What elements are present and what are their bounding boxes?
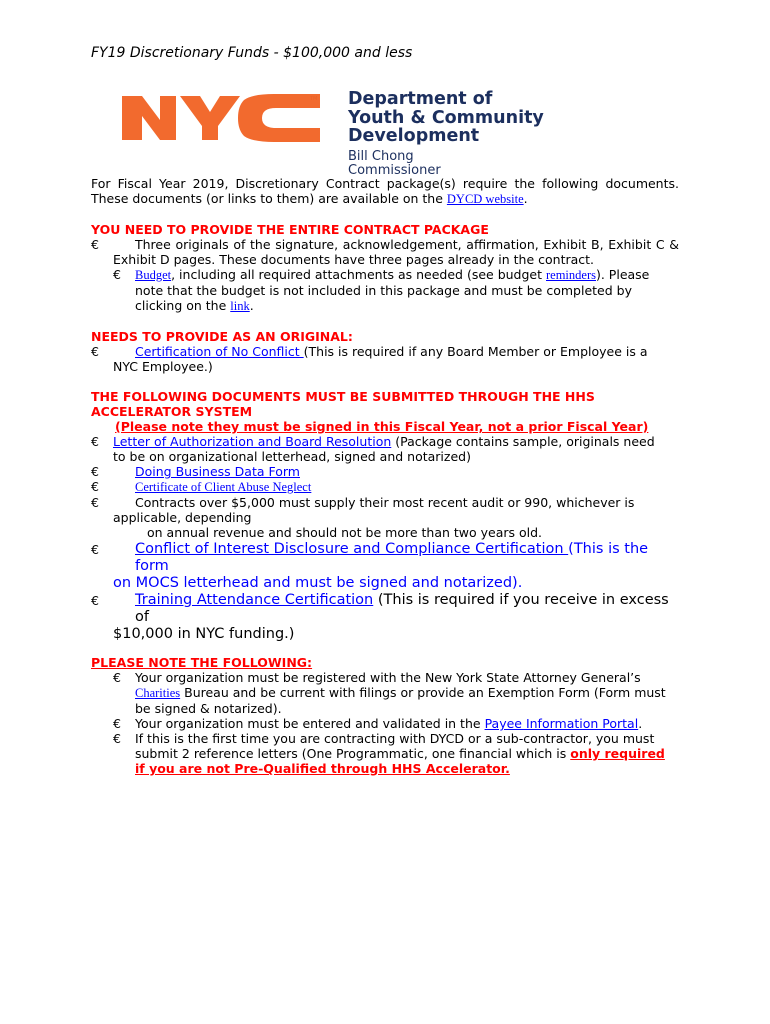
list-item-text-part: ). Please [595,267,650,282]
dycd-logo [122,90,592,180]
document-body [91,176,679,776]
department-name-line: Youth & Community [348,107,544,128]
list-item-text [135,267,679,283]
bullet-symbol: € [113,670,121,685]
charities-bureau-link[interactable]: Charities [135,686,181,700]
list-item-text: on MOCS letterhead and must be signed and notarized). [113,575,523,591]
list-item [91,464,679,479]
intro-line: For Fiscal Year 2019, Discretionary Contract package(s) require the following documents. [91,176,679,191]
section-note: (Please note they must be signed in this Fiscal Year, not a prior Fiscal Year) [115,419,649,434]
bullet-symbol: € [113,731,121,746]
letter-of-authorization-link[interactable]: Letter of Authorization and Board Resolution [113,434,392,449]
list-item [91,731,679,776]
list-item-text [113,434,679,449]
intro-text: These documents (or links to them) are available on the [91,191,447,206]
training-attendance-link[interactable]: Training Attendance Certification [135,592,374,608]
list-item-text-part: . [249,298,254,313]
client-abuse-neglect-link[interactable]: Certificate of Client Abuse Neglect [135,480,312,494]
list-item-text: $10,000 in NYC funding.) [113,626,295,642]
bullet-symbol: € [91,464,99,479]
list-item-text-part: (This is required if any Board Member or Employee is a [303,344,648,359]
bullet-symbol: € [91,237,99,252]
list-item-text-part: , including all required attachments as needed (see budget [171,267,546,282]
list-item [91,592,679,643]
certification-no-conflict-link[interactable]: Certification of No Conflict [135,344,304,359]
list-item-text: Contracts over $5,000 must supply their most recent audit or 990, whichever is [135,495,635,510]
list-item-text-part: . [638,716,643,731]
budget-page-link[interactable]: link [230,299,250,313]
list-item-text [113,344,679,359]
commissioner-block [348,150,441,178]
sub-list-item [91,267,679,314]
department-name [348,90,544,146]
list-item [91,479,679,495]
list-item-text: note that the budget is not included in this package and must be completed by [135,283,632,298]
emphasis-text: if you are not Pre-Qualified through HHS Accelerator. [135,761,510,776]
department-name-line: Development [348,126,480,146]
intro-line [91,191,679,207]
list-item-text [135,716,679,731]
list-item-text-part: (This is the form [135,541,649,574]
budget-link[interactable]: Budget [135,268,172,282]
payee-information-portal-link[interactable]: Payee Information Portal [484,716,639,731]
list-item [91,670,679,716]
trademark-mark: TM [310,96,318,102]
list-item [91,344,679,374]
list-item-text [135,685,679,701]
list-item-text-part: (This is required if you receive in excess of [135,592,669,625]
dycd-website-link[interactable]: DYCD website [446,192,524,206]
bullet-symbol: € [113,267,121,282]
list-item-text [135,746,679,761]
list-item [91,237,679,267]
conflict-of-interest-link[interactable]: Conflict of Interest Disclosure and Compliance Certification [135,541,569,557]
list-item-text [113,592,679,626]
budget-reminders-link[interactable]: reminders [546,268,596,282]
list-item-text: applicable, depending [113,510,252,525]
bullet-symbol: € [91,495,99,510]
list-item-text [113,479,679,495]
list-item [91,716,679,731]
list-item-text-part: Your organization must be entered and validated in the [135,716,485,731]
list-item-text: Exhibit D pages. These documents have three pages already in the contract. [113,252,595,267]
doing-business-data-form-link[interactable]: Doing Business Data Form [135,464,300,479]
list-item-text: NYC Employee.) [113,359,213,374]
intro-text: . [523,191,528,206]
section-heading: THE FOLLOWING DOCUMENTS MUST BE SUBMITTED THROUGH THE HHS [91,389,595,404]
bullet-symbol: € [91,479,99,494]
list-item-text: on annual revenue and should not be more than two years old. [147,525,543,540]
bullet-symbol: € [91,593,99,608]
list-item-text: If this is the first time you are contracting with DYCD or a sub-contractor, you must [135,731,655,746]
list-item [91,495,679,540]
list-item [91,541,679,592]
list-item-text: Your organization must be registered with the New York State Attorney General’s [135,670,641,685]
department-name-line: Department of [348,89,493,109]
page-header-title: FY19 Discretionary Funds - $100,000 and less [91,45,413,61]
bullet-symbol: € [113,716,121,731]
list-item-text [135,298,679,314]
section-heading: ACCELERATOR SYSTEM [91,404,253,419]
commissioner-title: Commissioner [348,163,441,178]
list-item-text-part: (Package contains sample, originals need [391,434,655,449]
list-item-text: to be on organizational letterhead, signed and notarized) [113,449,471,464]
section-heading: PLEASE NOTE THE FOLLOWING: [91,655,313,670]
emphasis-text: only required [570,746,665,761]
list-item-text: Three originals of the signature, acknowledgement, affirmation, Exhibit B, Exhibit C & [135,237,679,252]
bullet-symbol: € [91,542,99,557]
list-item-text: be signed & notarized). [135,701,282,716]
list-item-text [113,541,679,575]
list-item-text [113,464,679,479]
section-heading: YOU NEED TO PROVIDE THE ENTIRE CONTRACT PACKAGE [91,222,489,237]
section-heading: NEEDS TO PROVIDE AS AN ORIGINAL: [91,329,353,344]
bullet-symbol: € [91,344,99,359]
commissioner-name: Bill Chong [348,149,414,164]
list-item [91,434,679,464]
list-item-text-part: Bureau and be current with filings or provide an Exemption Form (Form must [180,685,666,700]
bullet-symbol: € [91,434,99,449]
list-item-text-part: submit 2 reference letters (One Programmatic, one financial which is [135,746,571,761]
nyc-wordmark-logo [122,90,322,142]
list-item-text-part: clicking on the [135,298,231,313]
